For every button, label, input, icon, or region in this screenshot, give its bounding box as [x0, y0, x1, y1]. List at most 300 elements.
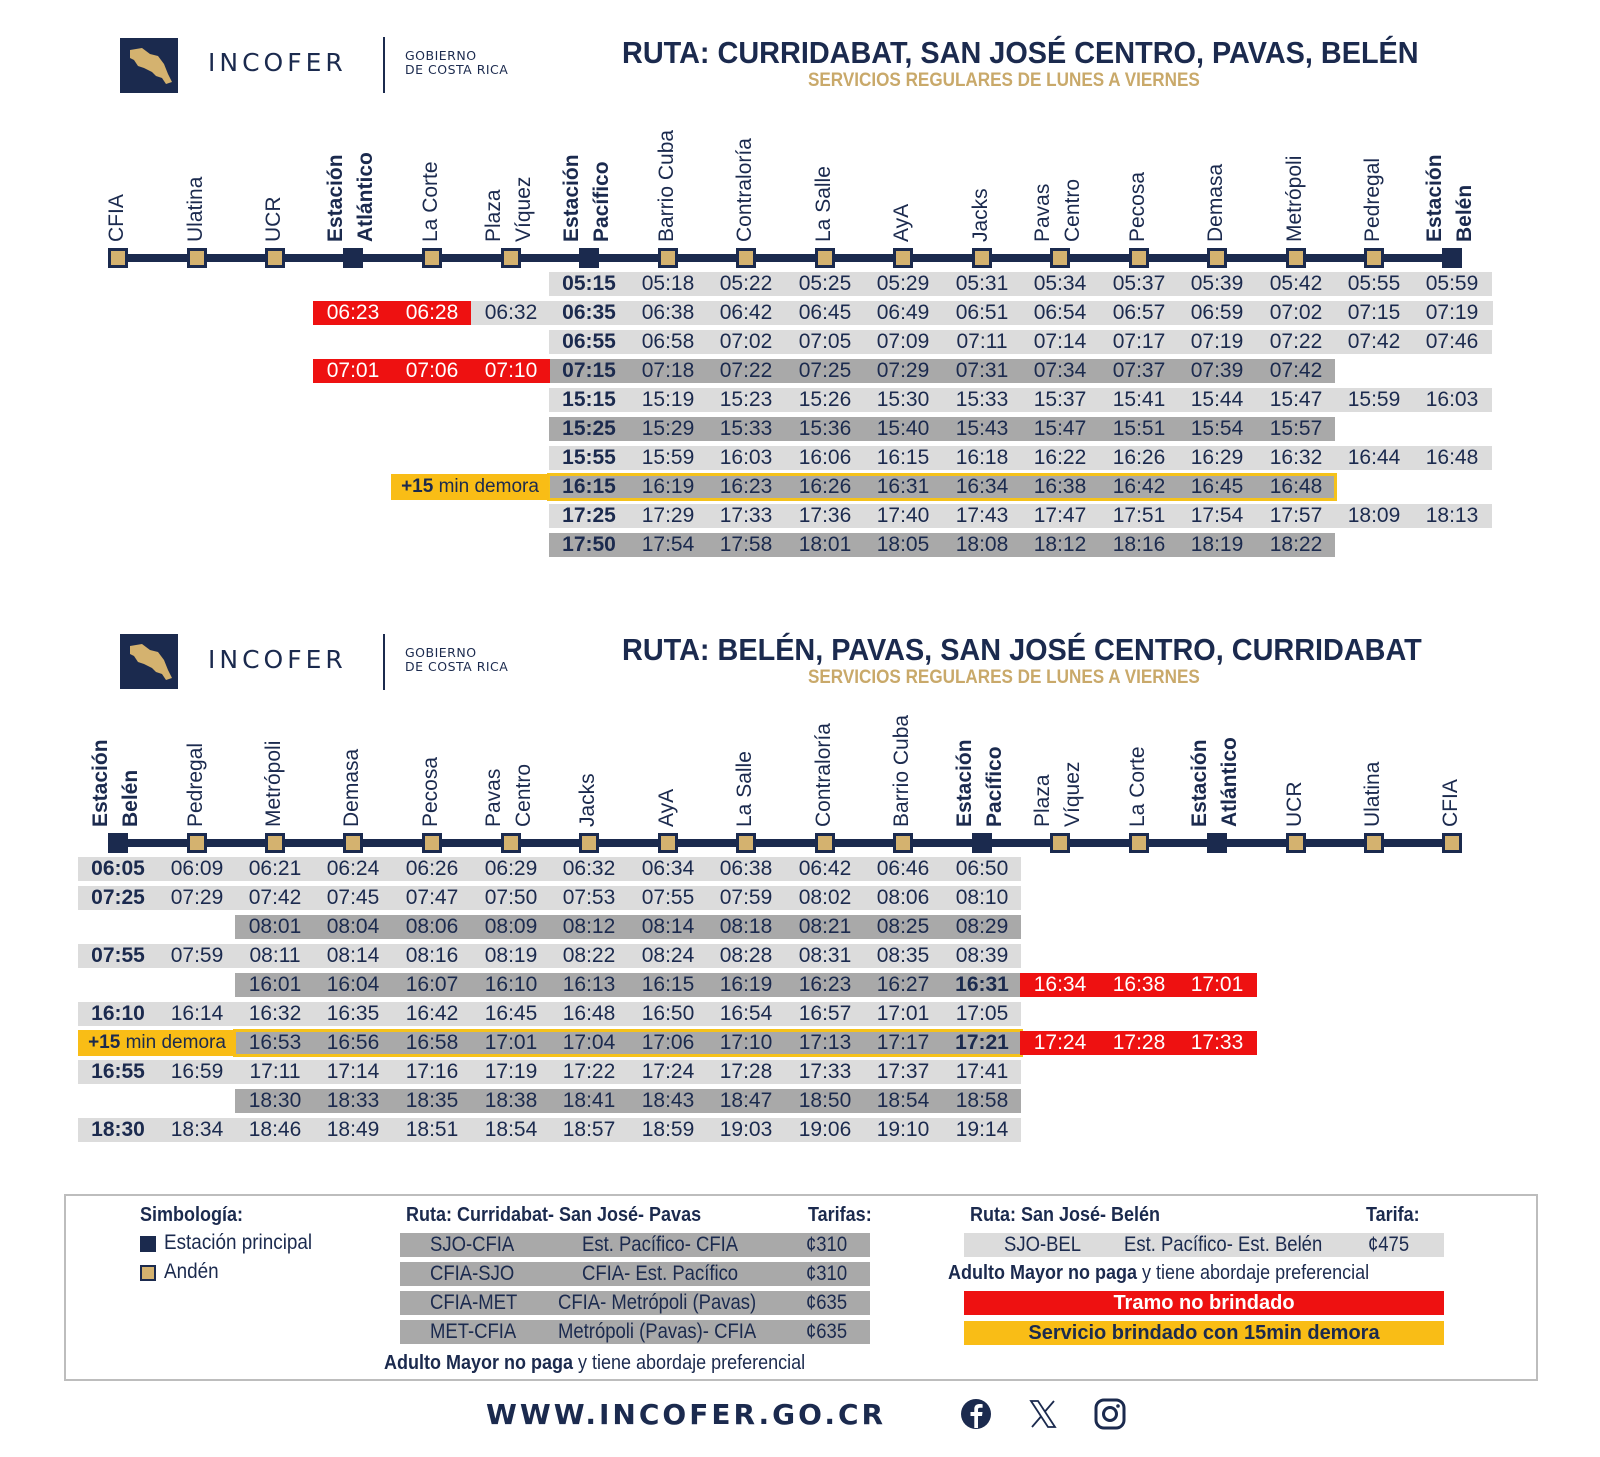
time-cell: 18:19 [1190, 533, 1244, 556]
station-label: Centro [1061, 178, 1084, 242]
station-label: Pedregal [1361, 157, 1384, 242]
time-cell: 08:24 [641, 944, 695, 967]
fare-description: Metrópoli (Pavas)- CFIA [558, 1320, 757, 1343]
time-cell: 07:01 [326, 359, 380, 382]
time-cell: 18:09 [1347, 504, 1401, 527]
time-cell: 16:57 [798, 1002, 852, 1025]
time-cell: 07:22 [1269, 330, 1323, 353]
time-cell: 15:26 [798, 388, 852, 411]
time-cell: 08:01 [248, 915, 302, 938]
time-cell: 17:01 [484, 1031, 538, 1054]
route2-fare-title: Tarifa: [1366, 1204, 1420, 1226]
time-cell: 15:47 [1033, 417, 1087, 440]
time-cell: 17:14 [326, 1060, 380, 1083]
facebook-icon[interactable] [959, 1397, 993, 1431]
time-cell: 08:39 [955, 944, 1009, 967]
station-label: La Salle [733, 751, 756, 827]
time-cell: 15:59 [1347, 388, 1401, 411]
station-label: Estación [89, 739, 112, 827]
time-cell: 06:45 [798, 301, 852, 324]
main-station-swatch-icon [140, 1236, 156, 1252]
time-cell: 07:45 [326, 886, 380, 909]
time-cell: 07:09 [876, 330, 930, 353]
station-label: Ulatina [184, 176, 207, 242]
time-cell: 17:16 [405, 1060, 459, 1083]
time-cell: 18:51 [405, 1118, 459, 1141]
time-cell: 18:57 [562, 1118, 616, 1141]
station-label: Contraloría [733, 138, 756, 242]
time-cell: 17:36 [798, 504, 852, 527]
station-label: UCR [262, 196, 285, 242]
station-label: Plaza [482, 189, 505, 242]
delay-tag [78, 1030, 236, 1056]
fare-code: SJO-CFIA [430, 1233, 515, 1256]
time-cell: 19:10 [876, 1118, 930, 1141]
time-cell: 19:06 [798, 1118, 852, 1141]
time-cell: 16:04 [326, 973, 380, 996]
time-cell: 17:25 [562, 504, 616, 527]
time-cell: 08:31 [798, 944, 852, 967]
time-cell: 07:53 [562, 886, 616, 909]
time-cell: 07:29 [876, 359, 930, 382]
time-cell: 17:50 [562, 533, 616, 556]
fare-row [400, 1291, 870, 1315]
platform-marker-icon [1050, 833, 1070, 853]
fare-price: ¢475 [1368, 1233, 1410, 1256]
inbound-route-title: RUTA: BELÉN, PAVAS, SAN JOSÉ CENTRO, CURRIDABAT [622, 632, 1422, 667]
time-cell: 06:24 [326, 857, 380, 880]
time-cell: 17:17 [876, 1031, 930, 1054]
time-cell: 08:25 [876, 915, 930, 938]
time-cell: 07:31 [955, 359, 1009, 382]
main-station-marker-icon [1442, 248, 1462, 268]
time-cell: 05:22 [719, 272, 773, 295]
time-cell: 05:55 [1347, 272, 1401, 295]
station-label: Demasa [1204, 163, 1227, 242]
time-cell: 06:59 [1190, 301, 1244, 324]
station-label: Estación [560, 154, 583, 242]
time-cell: 06:28 [405, 301, 459, 324]
time-cell: 08:06 [405, 915, 459, 938]
time-cell: 06:34 [641, 857, 695, 880]
time-cell: 17:24 [1033, 1031, 1087, 1054]
route2-title: Ruta: San José- Belén [970, 1204, 1161, 1226]
time-cell: 07:18 [641, 359, 695, 382]
time-cell: 16:10 [484, 973, 538, 996]
platform-marker-icon [108, 248, 128, 268]
time-cell: 16:45 [1190, 475, 1244, 498]
time-cell: 07:46 [1425, 330, 1479, 353]
time-cell: 07:59 [170, 944, 224, 967]
station-label: Jacks [576, 773, 599, 827]
time-cell: 16:19 [641, 475, 695, 498]
platform-marker-icon [579, 833, 599, 853]
station-label: La Salle [812, 166, 835, 242]
time-cell: 08:21 [798, 915, 852, 938]
time-cell: 16:10 [91, 1002, 145, 1025]
time-cell: 19:03 [719, 1118, 773, 1141]
time-cell: 17:33 [719, 504, 773, 527]
platform-marker-icon [1129, 833, 1149, 853]
time-cell: 17:13 [798, 1031, 852, 1054]
time-cell: 07:37 [1112, 359, 1166, 382]
platform-marker-icon [972, 248, 992, 268]
time-cell: 07:14 [1033, 330, 1087, 353]
time-cell: 07:02 [1269, 301, 1323, 324]
time-cell: 08:11 [249, 944, 301, 967]
time-cell: 17:22 [562, 1060, 616, 1083]
delay-tag-text: min demora [120, 1032, 226, 1053]
station-label: Plaza [1031, 774, 1054, 827]
time-cell: 07:50 [484, 886, 538, 909]
legend-delay-band: Servicio brindado con 15min demora [964, 1321, 1444, 1345]
fare-code: CFIA-SJO [430, 1262, 515, 1285]
time-cell: 16:32 [248, 1002, 302, 1025]
time-cell: 17:04 [562, 1031, 616, 1054]
time-cell: 18:59 [641, 1118, 695, 1141]
time-cell: 05:42 [1269, 272, 1323, 295]
time-cell: 15:40 [876, 417, 930, 440]
time-cell: 06:32 [562, 857, 616, 880]
platform-marker-icon [1050, 248, 1070, 268]
time-cell: 16:38 [1033, 475, 1087, 498]
time-cell: 07:29 [170, 886, 224, 909]
time-cell: 16:15 [562, 475, 616, 498]
time-cell: 15:33 [719, 417, 773, 440]
time-cell: 06:35 [562, 301, 616, 324]
time-cell: 16:31 [955, 973, 1009, 996]
station-label: Jacks [969, 188, 992, 242]
fare-price: ¢635 [806, 1320, 848, 1343]
time-cell: 16:58 [405, 1031, 459, 1054]
government-line-1: GOBIERNO [405, 645, 477, 660]
station-label: Estación [953, 739, 976, 827]
station-label: Estación [1423, 154, 1446, 242]
station-label: Víquez [512, 176, 535, 242]
time-cell: 17:10 [719, 1031, 773, 1054]
time-cell: 17:28 [1112, 1031, 1166, 1054]
platform-marker-icon [187, 248, 207, 268]
time-cell: 06:29 [484, 857, 538, 880]
station-label: AyA [655, 788, 678, 827]
time-cell: 15:33 [955, 388, 1009, 411]
senior-note-bold: Adulto Mayor no paga [948, 1262, 1137, 1284]
main-station-marker-icon [1207, 833, 1227, 853]
senior-note-rest: y tiene abordaje preferencial [1137, 1262, 1370, 1284]
time-cell: 16:23 [798, 973, 852, 996]
platform-label: Andén [164, 1260, 219, 1283]
main-station-marker-icon [579, 248, 599, 268]
platform-swatch-icon [140, 1265, 156, 1281]
time-cell: 16:26 [798, 475, 852, 498]
time-cell: 08:22 [562, 944, 616, 967]
time-cell: 18:30 [248, 1089, 302, 1112]
station-label: UCR [1283, 781, 1306, 827]
time-cell: 15:57 [1269, 417, 1323, 440]
fare-description: Est. Pacífico- CFIA [582, 1233, 739, 1256]
time-cell: 06:26 [405, 857, 459, 880]
time-cell: 08:04 [326, 915, 380, 938]
delay-tag-bold: +15 [88, 1032, 121, 1053]
platform-marker-icon [1364, 833, 1384, 853]
time-cell: 17:01 [1190, 973, 1244, 996]
platform-marker-icon [265, 248, 285, 268]
platform-marker-icon [736, 833, 756, 853]
time-cell: 05:34 [1033, 272, 1087, 295]
platform-marker-icon [1286, 833, 1306, 853]
time-cell: 17:47 [1033, 504, 1087, 527]
time-cell: 16:55 [91, 1060, 145, 1083]
time-cell: 15:15 [562, 388, 616, 411]
time-cell: 07:55 [641, 886, 695, 909]
time-cell: 06:58 [641, 330, 695, 353]
station-label: Demasa [340, 748, 363, 827]
time-cell: 06:51 [955, 301, 1009, 324]
time-cell: 06:46 [876, 857, 930, 880]
station-label: Centro [512, 763, 535, 827]
time-cell: 16:45 [484, 1002, 538, 1025]
route1-title: Ruta: Curridabat- San José- Pavas [406, 1204, 702, 1226]
time-cell: 07:06 [405, 359, 459, 382]
time-cell: 06:21 [248, 857, 302, 880]
time-cell: 16:38 [1112, 973, 1166, 996]
time-cell: 16:29 [1190, 446, 1244, 469]
outbound-route-subtitle: SERVICIOS REGULARES DE LUNES A VIERNES [808, 70, 1200, 91]
incofer-logo [120, 38, 178, 93]
platform-marker-icon [893, 833, 913, 853]
station-label: La Corte [419, 161, 442, 242]
time-cell: 08:29 [955, 915, 1009, 938]
fare-price: ¢635 [806, 1291, 848, 1314]
time-cell: 07:47 [405, 886, 459, 909]
fare-row [400, 1233, 870, 1257]
time-cell: 08:28 [719, 944, 773, 967]
time-cell: 08:14 [326, 944, 380, 967]
senior-note-bold: Adulto Mayor no paga [384, 1352, 573, 1374]
platform-marker-icon [815, 833, 835, 853]
time-cell: 17:01 [876, 1002, 930, 1025]
time-cell: 17:51 [1112, 504, 1166, 527]
time-cell: 18:54 [484, 1118, 538, 1141]
time-cell: 06:57 [1112, 301, 1166, 324]
time-cell: 15:29 [641, 417, 695, 440]
time-cell: 07:42 [1269, 359, 1323, 382]
time-cell: 07:19 [1425, 301, 1479, 324]
x-icon[interactable] [1026, 1397, 1060, 1431]
time-cell: 06:38 [719, 857, 773, 880]
time-cell: 05:18 [641, 272, 695, 295]
time-cell: 18:01 [798, 533, 852, 556]
station-label: Belén [119, 769, 142, 827]
fare-price: ¢310 [806, 1262, 848, 1285]
station-label: Metrópoli [262, 740, 285, 827]
platform-marker-icon [815, 248, 835, 268]
time-cell: 16:44 [1347, 446, 1401, 469]
station-label: Ulatina [1361, 761, 1384, 827]
time-cell: 15:23 [719, 388, 773, 411]
time-cell: 16:03 [719, 446, 773, 469]
platform-marker-icon [422, 833, 442, 853]
time-cell: 16:48 [1269, 475, 1323, 498]
time-cell: 17:33 [1190, 1031, 1244, 1054]
time-cell: 15:59 [641, 446, 695, 469]
time-cell: 06:49 [876, 301, 930, 324]
time-cell: 18:22 [1269, 533, 1323, 556]
government-label [405, 49, 508, 77]
platform-marker-icon [501, 833, 521, 853]
time-cell: 18:12 [1033, 533, 1087, 556]
time-cell: 18:35 [405, 1089, 459, 1112]
time-cell: 16:03 [1425, 388, 1479, 411]
platform-marker-icon [1364, 248, 1384, 268]
time-cell: 18:13 [1425, 504, 1479, 527]
time-cell: 05:25 [798, 272, 852, 295]
fare-price: ¢310 [806, 1233, 848, 1256]
time-cell: 16:18 [955, 446, 1009, 469]
platform-marker-icon [1207, 248, 1227, 268]
time-cell: 17:41 [955, 1060, 1009, 1083]
time-cell: 17:40 [876, 504, 930, 527]
station-label: Víquez [1061, 761, 1084, 827]
time-cell: 16:06 [798, 446, 852, 469]
incofer-logo [120, 634, 178, 689]
legend-panel [64, 1194, 1538, 1381]
time-cell: 18:30 [91, 1118, 145, 1141]
time-cell: 18:47 [719, 1089, 773, 1112]
time-cell: 07:25 [91, 886, 145, 909]
time-cell: 15:41 [1112, 388, 1166, 411]
time-cell: 07:19 [1190, 330, 1244, 353]
time-cell: 07:59 [719, 886, 773, 909]
time-cell: 16:15 [641, 973, 695, 996]
time-cell: 07:05 [798, 330, 852, 353]
time-cell: 07:55 [91, 944, 145, 967]
time-cell: 19:14 [955, 1118, 1009, 1141]
header-divider [383, 634, 385, 690]
time-cell: 06:23 [326, 301, 380, 324]
platform-marker-icon [343, 833, 363, 853]
time-cell: 18:05 [876, 533, 930, 556]
brand-name: INCOFER [208, 48, 347, 77]
time-cell: 08:10 [955, 886, 1009, 909]
time-cell: 15:47 [1269, 388, 1323, 411]
route-line [118, 254, 1452, 262]
time-cell: 06:38 [641, 301, 695, 324]
main-station-marker-icon [972, 833, 992, 853]
time-cell: 16:42 [1112, 475, 1166, 498]
time-cell: 18:49 [326, 1118, 380, 1141]
time-cell: 18:33 [326, 1089, 380, 1112]
time-cell: 06:32 [484, 301, 538, 324]
main-station-marker-icon [343, 248, 363, 268]
time-cell: 16:22 [1033, 446, 1087, 469]
platform-marker-icon [658, 833, 678, 853]
station-label: Estación [1188, 739, 1211, 827]
time-cell: 05:37 [1112, 272, 1166, 295]
time-cell: 17:06 [641, 1031, 695, 1054]
time-cell: 17:37 [876, 1060, 930, 1083]
station-label: Pavas [1031, 183, 1054, 242]
time-cell: 08:18 [719, 915, 773, 938]
inbound-route-subtitle: SERVICIOS REGULARES DE LUNES A VIERNES [808, 667, 1200, 688]
time-cell: 15:51 [1112, 417, 1166, 440]
time-cell: 16:15 [876, 446, 930, 469]
time-cell: 17:54 [641, 533, 695, 556]
route2-fare-row [964, 1233, 1444, 1257]
time-cell: 17:29 [641, 504, 695, 527]
station-label: Contraloría [812, 723, 835, 827]
main-station-marker-icon [108, 833, 128, 853]
website-link[interactable]: WWW.INCOFER.GO.CR [486, 1398, 887, 1431]
instagram-icon[interactable] [1093, 1397, 1127, 1431]
time-cell: 07:22 [719, 359, 773, 382]
time-cell: 06:42 [719, 301, 773, 324]
time-cell: 06:42 [798, 857, 852, 880]
time-cell: 16:14 [170, 1002, 224, 1025]
station-label: Barrio Cuba [890, 714, 913, 827]
senior-note-2 [948, 1262, 1369, 1285]
station-label: Atlántico [354, 152, 377, 242]
time-cell: 08:09 [484, 915, 538, 938]
time-cell: 17:11 [249, 1060, 301, 1083]
symbology-title: Simbología: [140, 1204, 244, 1226]
fare-description: CFIA- Metrópoli (Pavas) [558, 1291, 757, 1314]
time-cell: 07:15 [1347, 301, 1401, 324]
time-cell: 07:11 [956, 330, 1008, 353]
station-label: La Corte [1126, 746, 1149, 827]
fare-code: MET-CFIA [430, 1320, 517, 1343]
time-cell: 08:02 [798, 886, 852, 909]
time-cell: 06:05 [91, 857, 145, 880]
time-cell: 16:48 [1425, 446, 1479, 469]
platform-marker-icon [187, 833, 207, 853]
time-cell: 16:27 [876, 973, 930, 996]
time-cell: 16:34 [1033, 973, 1087, 996]
government-line-2: DE COSTA RICA [405, 659, 509, 674]
time-cell: 07:15 [562, 359, 616, 382]
time-cell: 16:34 [955, 475, 1009, 498]
time-cell: 07:42 [1347, 330, 1401, 353]
time-cell: 18:34 [170, 1118, 224, 1141]
platform-marker-icon [265, 833, 285, 853]
time-cell: 18:54 [876, 1089, 930, 1112]
time-cell: 05:31 [955, 272, 1009, 295]
fare-description: CFIA- Est. Pacífico [582, 1262, 739, 1285]
time-cell: 15:19 [641, 388, 695, 411]
platform-marker-icon [422, 248, 442, 268]
time-cell: 16:13 [562, 973, 616, 996]
station-label: Atlántico [1218, 737, 1241, 827]
time-cell: 16:48 [562, 1002, 616, 1025]
time-cell: 07:10 [484, 359, 538, 382]
time-cell: 16:50 [641, 1002, 695, 1025]
time-cell: 15:43 [955, 417, 1009, 440]
time-cell: 16:53 [248, 1031, 302, 1054]
government-line-1: GOBIERNO [405, 48, 477, 63]
station-label: Belén [1453, 184, 1476, 242]
time-cell: 17:57 [1269, 504, 1323, 527]
time-cell: 08:12 [562, 915, 616, 938]
senior-note-rest: y tiene abordaje preferencial [573, 1352, 806, 1374]
time-cell: 16:19 [719, 973, 773, 996]
time-cell: 17:33 [798, 1060, 852, 1083]
station-label: Pavas [482, 768, 505, 827]
government-label [405, 646, 508, 674]
time-cell: 17:58 [719, 533, 773, 556]
time-cell: 18:50 [798, 1089, 852, 1112]
senior-note [384, 1352, 805, 1375]
time-cell: 08:19 [484, 944, 538, 967]
